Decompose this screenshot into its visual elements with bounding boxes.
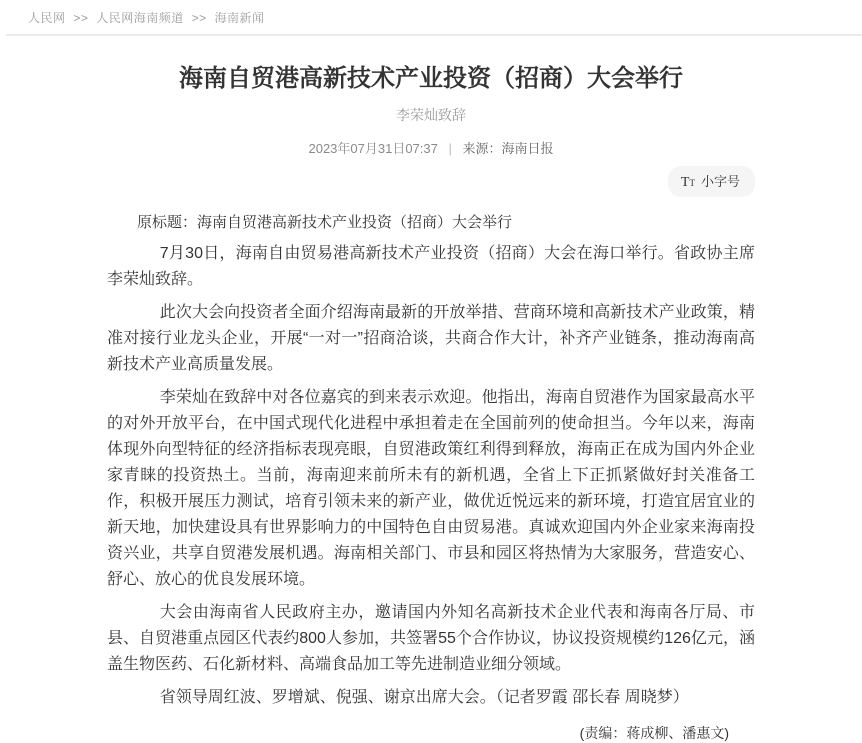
- publish-date: 2023年07月31日07:37: [308, 140, 438, 156]
- font-size-button-label: 小字号: [700, 173, 740, 189]
- font-size-button[interactable]: [668, 166, 755, 197]
- article-paragraph: 7月30日，海南自由贸易港高新技术产业投资（招商）大会在海口举行。省政协主席李荣灿致辞。: [107, 244, 755, 288]
- editor-note: (责编：蒋成柳、潘惠文): [579, 724, 729, 741]
- breadcrumb-link-channel[interactable]: 人民网海南频道: [96, 11, 184, 25]
- breadcrumb-separator: >>: [191, 11, 207, 25]
- article-toolbar: [107, 166, 755, 197]
- breadcrumb-link-section[interactable]: 海南新闻: [214, 11, 265, 25]
- article-paragraph: 省领导周红波、罗增斌、倪强、谢京出席大会。（记者罗霞 邵长春 周晓梦）: [159, 688, 689, 706]
- breadcrumb: [0, 0, 862, 34]
- article-body: [107, 241, 755, 711]
- page-title: 海南自贸港高新技术产业投资（招商）大会举行: [179, 65, 683, 92]
- breadcrumb-separator: >>: [73, 11, 89, 25]
- article-paragraph: 李荣灿在致辞中对各位嘉宾的到来表示欢迎。他指出，海南自贸港作为国家最高水平的对外开放平台，在中国式现代化进程中承担着走在全国前列的使命担当。今年以来，海南体现外向型特征的经济指标表现亮眼，自贸港政策红利得到释放，海南正在成为国内外企业家青睐的投资热土。当前，海南迎来前所未有的新机遇，全省上下正抓紧做好封关准备工作，积极开展压力测试，培育引领未来的新产业，做优近悦远来的新环境，打造宜居宜业的新天地，加快建设具有世界影响力的中国特色自由贸易港。真诚欢迎国内外企业家来海南投资兴业，共享自贸港发展机遇。海南相关部门、市县和园区将热情为大家服务，营造安心、舒心、放心的优良发展环境。: [107, 388, 755, 588]
- article-container: [107, 62, 755, 743]
- breadcrumb-link-home[interactable]: 人民网: [28, 11, 66, 25]
- article-paragraph: 大会由海南省人民政府主办，邀请国内外知名高新技术企业代表和海南各厅局、市县、自贸港重点园区代表约800人参加，共签署55个合作协议，协议投资规模约126亿元，涵盖生物医药、石化新材料、高端食品加工等先进制造业细分领域。: [107, 603, 755, 673]
- header-divider: [6, 34, 862, 36]
- article-source: 来源：海南日报: [462, 140, 554, 156]
- meta-separator: |: [448, 140, 452, 156]
- article-paragraph: 此次大会向投资者全面介绍海南最新的开放举措、营商环境和高新技术产业政策，精准对接行业龙头企业，开展“一对一”招商洽谈，共商合作大计，补齐产业链条，推动海南高新技术产业高质量发展。: [107, 303, 755, 373]
- original-title: 原标题：海南自贸港高新技术产业投资（招商）大会举行: [137, 213, 513, 231]
- article-subtitle: 李荣灿致辞: [396, 106, 466, 123]
- article-meta: [107, 138, 755, 157]
- font-size-icon: T T: [680, 174, 695, 190]
